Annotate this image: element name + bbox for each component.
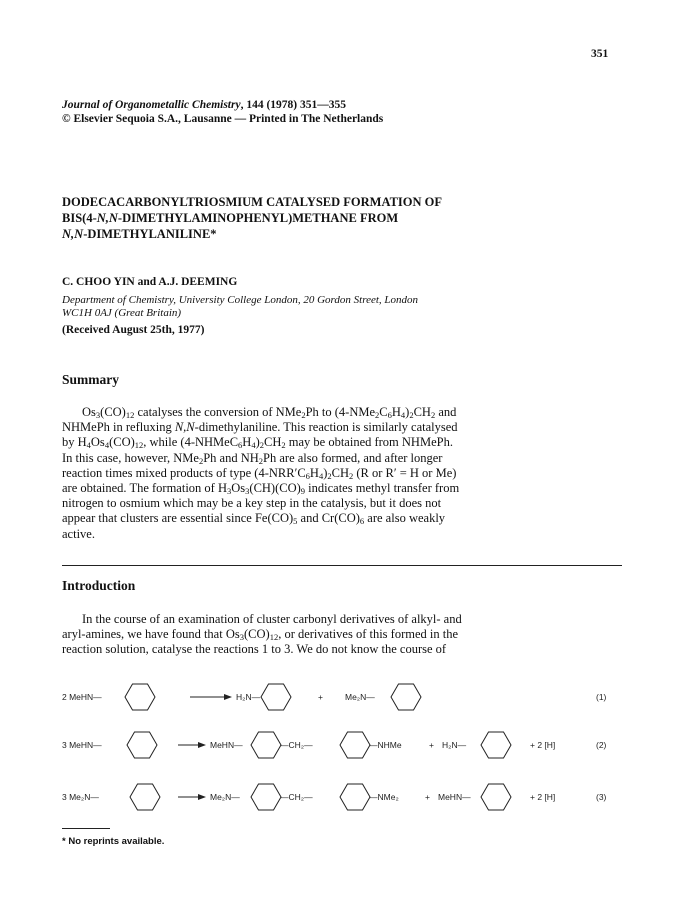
summary-heading: Summary (62, 372, 119, 387)
introduction-paragraph (62, 612, 462, 658)
intro-line: aryl-amines, we have found that $Os_3(CO)_{12}$, or derivatives of this formed in the (62, 627, 459, 643)
product-label: —NMe₂ (369, 792, 399, 802)
reactant-label: 3 Me₂N— (62, 792, 99, 802)
summary-line: reaction times mixed products of type $(4-NRR'C_6H_4)_2CH_2$ (R or R′ = H or Me) (62, 465, 457, 481)
benzene-ring-icon (391, 684, 421, 710)
hydrogen-term: + 2 [H] (530, 740, 556, 750)
introduction-heading: Introduction (62, 578, 136, 593)
benzene-ring-icon (340, 784, 370, 810)
journal-name: Journal of Organometallic Chemistry (62, 99, 241, 111)
arrow-head-icon (224, 694, 232, 700)
benzene-ring-icon (251, 784, 281, 810)
summary-line: NHMePh in refluxing N,N-dimethylaniline. This reaction is similarly catalysed (62, 420, 458, 435)
reaction-3 (62, 784, 607, 810)
footnote-rule (62, 828, 110, 829)
reaction-2 (62, 732, 607, 758)
product-label: Me₂N— (210, 792, 240, 802)
product-label: H₂N— (442, 740, 467, 750)
intro-line: In the course of an examination of cluster carbonyl derivatives of alkyl- and (82, 612, 462, 626)
product-label: —NHMe (369, 740, 402, 750)
hydrogen-term: + 2 [H] (530, 792, 556, 802)
product-label: MeHN— (438, 792, 471, 802)
product-label: Me₂N— (345, 692, 375, 702)
summary-paragraph (62, 405, 459, 542)
page-number: 351 (591, 48, 609, 60)
equation-number: (3) (596, 792, 607, 802)
affiliation: Department of Chemistry, University College London, 20 Gordon Street, London WC1H 0AJ (Great Britain) (62, 294, 419, 319)
benzene-ring-icon (125, 684, 155, 710)
summary-line: by $H_4Os_4(CO)_{12}$, while $(4-NHMeC_6H_4)_2CH_2$ may be obtained from NHMePh. (62, 435, 453, 451)
plus-sign: + (425, 792, 430, 802)
methylene-bridge: —CH₂— (280, 792, 313, 802)
summary-line: In this case, however, NMe$_2$Ph and $NH_2Ph$ are also formed, and after longer (62, 450, 443, 466)
reactant-label: 3 MeHN— (62, 740, 102, 750)
intro-line: reaction solution, catalyse the reactions 1 to 3. We do not know the course of (62, 642, 447, 657)
reactant-label: 2 MeHN— (62, 692, 102, 702)
section-divider (62, 565, 622, 566)
article-title (62, 194, 622, 242)
authors: C. CHOO YIN and A.J. DEEMING (62, 276, 238, 288)
reaction-1 (62, 684, 607, 710)
equation-number: (2) (596, 740, 607, 750)
benzene-ring-icon (481, 732, 511, 758)
benzene-ring-icon (340, 732, 370, 758)
title-line-3: N,N-DIMETHYLANILINE* (62, 227, 217, 241)
benzene-ring-icon (261, 684, 291, 710)
summary-line: are obtained. The formation of $H_3Os_3(CH)(CO)_9$ indicates methyl transfer from (62, 481, 460, 497)
benzene-ring-icon (127, 732, 157, 758)
benzene-ring-icon (251, 732, 281, 758)
product-label: H₂N— (236, 692, 261, 702)
journal-volume: , 144 (1978) 351—355 (240, 99, 347, 111)
benzene-ring-icon (481, 784, 511, 810)
received-date: (Received August 25th, 1977) (62, 324, 205, 336)
plus-sign: + (429, 740, 434, 750)
footnote: * No reprints available. (62, 836, 165, 847)
summary-line: active. (62, 526, 95, 541)
arrow-head-icon (198, 794, 206, 800)
publisher-line: © Elsevier Sequoia S.A., Lausanne — Printed in The Netherlands (62, 113, 384, 125)
title-line-2: BIS(4-N,N-DIMETHYLAMINOPHENYL)METHANE FROM (62, 211, 399, 225)
summary-line: appear that clusters are essential since $Fe(CO)_5$ and $Cr(CO)_6$ are also weakly (62, 511, 446, 527)
methylene-bridge: —CH₂— (280, 740, 313, 750)
journal-citation (62, 98, 383, 126)
reaction-scheme (0, 672, 680, 822)
title-line-1: DODECACARBONYLTRIOSMIUM CATALYSED FORMATION OF (62, 195, 443, 209)
benzene-ring-icon (130, 784, 160, 810)
product-label: MeHN— (210, 740, 243, 750)
plus-sign: + (318, 692, 323, 702)
summary-line: nitrogen to osmium which may be a key step in the catalysis, but it does not (62, 496, 442, 511)
summary-line: $Os_3(CO)_{12}$ catalyses the conversion of NMe$_2$Ph to $(4-NMe_2C_6H_4)_2CH_2$ and (82, 405, 457, 420)
arrow-head-icon (198, 742, 206, 748)
equation-number: (1) (596, 692, 607, 702)
